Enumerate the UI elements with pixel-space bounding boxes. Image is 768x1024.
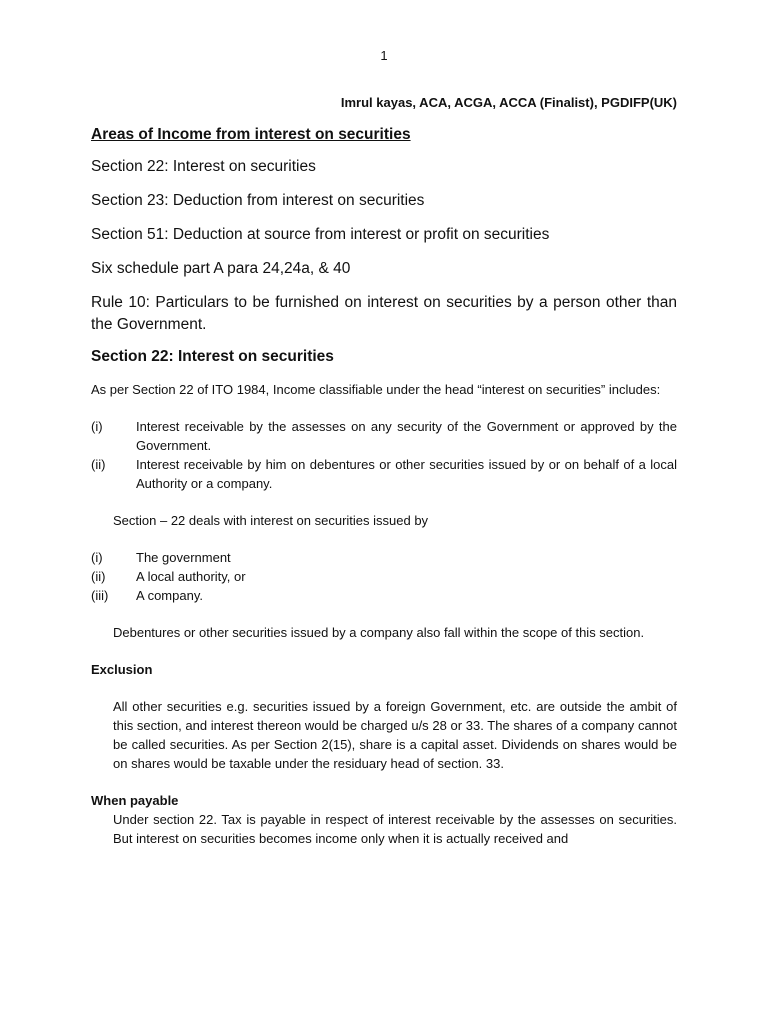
- list-item: [91, 567, 677, 586]
- list-text: Interest receivable by him on debentures or other securities issued by or on behalf of a local Authority or a company.: [136, 457, 677, 491]
- list-number: (i): [91, 419, 103, 434]
- list-number: (i): [91, 550, 103, 565]
- list-item: [91, 586, 677, 605]
- debentures-note: Debentures or other securities issued by a company also fall within the scope of this section.: [113, 625, 645, 640]
- author-credentials: Imrul kayas, ACA, ACGA, ACCA (Finalist), PGDIFP(UK): [340, 95, 677, 110]
- when-payable-text: Under section 22. Tax is payable in respect of interest receivable by the assesses on securities. But interest on securities becomes income only when it is actually received and: [113, 812, 677, 846]
- area-item: Section 23: Deduction from interest on securities: [91, 192, 425, 209]
- area-item: Rule 10: Particulars to be furnished on interest on securities by a person other than the Government.: [91, 294, 677, 333]
- list-number: (ii): [91, 457, 106, 472]
- list-item: [91, 455, 677, 493]
- list-number: (iii): [91, 588, 109, 603]
- exclusion-text: All other securities e.g. securities issued by a foreign Government, etc. are outside the ambit of this section, and interest thereon would be charged u/s 28 or 33. The shares of a company cannot be called securities. As per Section 2(15), share is a capital asset. Dividends on shares would be on shares would be taxable under the residuary head of section. 33.: [113, 699, 677, 771]
- list-item: [91, 417, 677, 455]
- area-item: Six schedule part A para 24,24a, & 40: [91, 260, 351, 277]
- areas-heading: Areas of Income from interest on securities: [91, 126, 411, 143]
- list-text: A company.: [136, 588, 203, 603]
- list-text: A local authority, or: [136, 569, 246, 584]
- list-text: Interest receivable by the assesses on any security of the Government or approved by the Government.: [136, 419, 677, 453]
- list-text: The government: [136, 550, 231, 565]
- section-title: Section 22: Interest on securities: [91, 348, 334, 365]
- page-number: 1: [380, 48, 388, 63]
- list-number: (ii): [91, 569, 106, 584]
- includes-list: [91, 417, 677, 493]
- issuers-list: [91, 548, 677, 605]
- deals-intro: Section – 22 deals with interest on securities issued by: [113, 513, 429, 528]
- area-item: Section 51: Deduction at source from interest or profit on securities: [91, 226, 550, 243]
- exclusion-heading: Exclusion: [91, 662, 153, 677]
- document-body: [91, 126, 677, 848]
- section-intro: As per Section 22 of ITO 1984, Income classifiable under the head “interest on securities” includes:: [91, 382, 661, 397]
- when-payable-heading: When payable: [91, 793, 179, 808]
- list-item: [91, 548, 677, 567]
- area-item: Section 22: Interest on securities: [91, 158, 316, 175]
